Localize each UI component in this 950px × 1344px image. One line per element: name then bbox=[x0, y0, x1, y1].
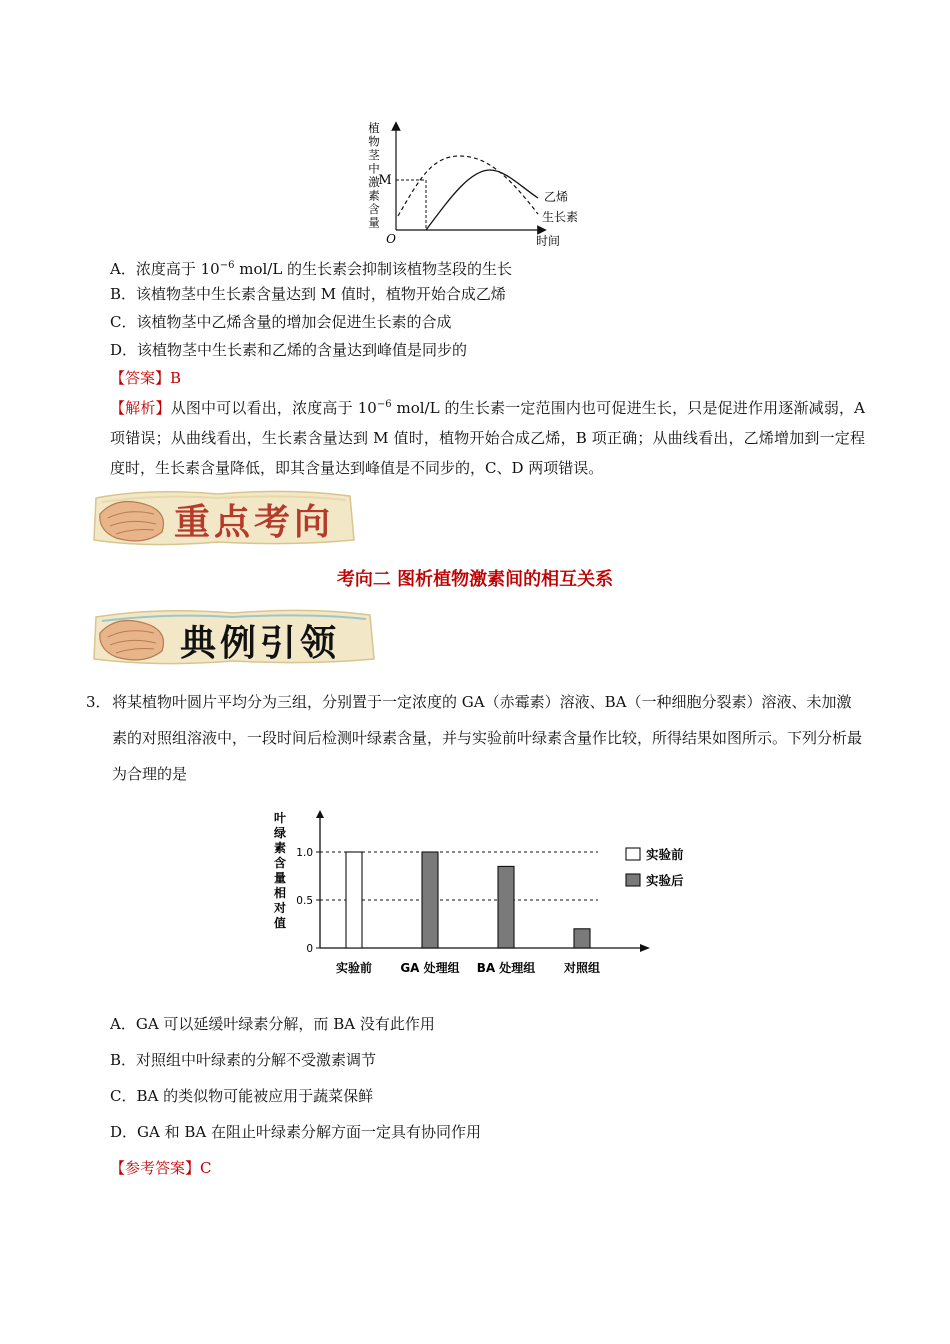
section-subheading: 考向二 图析植物激素间的相互关系 bbox=[336, 569, 614, 590]
shell-icon bbox=[100, 621, 164, 660]
category-label: 对照组 bbox=[563, 961, 601, 975]
bar bbox=[498, 866, 514, 948]
y-tick-label: 0.5 bbox=[296, 895, 313, 907]
y-tick-label: 1.0 bbox=[296, 847, 313, 859]
bar bbox=[422, 852, 438, 948]
chlorophyll-chart-svg bbox=[268, 808, 708, 986]
hormone-curve-svg bbox=[360, 118, 600, 253]
banner-example-text: 典例引领 bbox=[180, 622, 341, 664]
ethylene-label: 乙烯 bbox=[544, 190, 569, 204]
y-label-char: 对 bbox=[273, 901, 287, 915]
y-label-char: 量 bbox=[273, 871, 287, 885]
q3-answer: 【参考答案】C bbox=[110, 1159, 212, 1177]
q2-answer: 【答案】B bbox=[110, 369, 182, 387]
q3-stem-text: 将某植物叶圆片平均分为三组，分别置于一定浓度的 GA（赤霉素）溶液、BA（一种细胞分裂素）溶液、未加激素的对照组溶液中，一段时间后检测叶绿素含量，并与实验前叶绿素含量作比较，所得结果如图所示。下列分析最为合理的是 bbox=[112, 693, 863, 783]
q3-option-c: C．BA 的类似物可能被应用于蔬菜保鲜 bbox=[110, 1087, 374, 1105]
q2-option-b: B．该植物茎中生长素含量达到 M 值时，植物开始合成乙烯 bbox=[110, 285, 506, 303]
category-label: GA 处理组 bbox=[400, 961, 460, 975]
banner-key-direction bbox=[88, 484, 358, 550]
bar bbox=[346, 852, 362, 948]
y-label-char: 量 bbox=[368, 215, 380, 230]
x-axis-label: 时间 bbox=[536, 234, 561, 248]
category-label: BA 处理组 bbox=[476, 961, 536, 975]
x-axis-arrow bbox=[640, 944, 650, 952]
y-label-char: 素 bbox=[368, 188, 380, 203]
banner-key-direction-text: 重点考向 bbox=[174, 501, 335, 543]
y-label-char: 茎 bbox=[368, 148, 380, 162]
q2-option-c: C．该植物茎中乙烯含量的增加会促进生长素的合成 bbox=[110, 313, 452, 331]
y-label-char: 植 bbox=[368, 121, 380, 135]
q2-analysis: 【解析】从图中可以看出，浓度高于 $10^{-6}$ mol/L 的生长素一定范围内也可促进生长，只是促进作用逐渐减弱，A 项错误；从曲线看出，生长素含量达到 M 值时，植物开始合成乙烯，B 项正确；从曲线看出，乙烯增加到一定程度时，生长素含量降低，即其含量达到峰值是不同步的，C、D 两项错误。 bbox=[110, 399, 865, 477]
figure-hormone-curves bbox=[360, 118, 600, 253]
y-label-char: 激 bbox=[368, 175, 380, 189]
y-axis-label bbox=[368, 121, 381, 230]
origin-label: O bbox=[386, 232, 396, 246]
y-label-char: 叶 bbox=[273, 811, 287, 825]
legend-label: 实验后 bbox=[646, 873, 684, 888]
q3-option-d: D．GA 和 BA 在阻止叶绿素分解方面一定具有协同作用 bbox=[110, 1123, 482, 1141]
y-label-char: 中 bbox=[368, 161, 380, 176]
y-tick-label: 0 bbox=[306, 943, 313, 955]
chlorophyll-chart bbox=[268, 808, 708, 986]
auxin-curve bbox=[398, 156, 538, 216]
category-label: 实验前 bbox=[335, 961, 373, 975]
y-label-char: 值 bbox=[273, 916, 287, 930]
y-label-char: 含 bbox=[273, 856, 287, 870]
q3-stem bbox=[86, 684, 866, 792]
y-axis-arrow bbox=[316, 810, 324, 818]
auxin-label: 生长素 bbox=[542, 210, 579, 224]
bar bbox=[574, 929, 590, 948]
y-label-char: 相 bbox=[273, 886, 287, 900]
q3-option-a: A．GA 可以延缓叶绿素分解，而 BA 没有此作用 bbox=[110, 1015, 435, 1033]
q2-option-d: D．该植物茎中生长素和乙烯的含量达到峰值是同步的 bbox=[110, 341, 468, 359]
banner-example bbox=[88, 603, 378, 669]
legend-swatch bbox=[626, 874, 640, 886]
y-label-char: 绿 bbox=[273, 826, 287, 840]
shell-icon bbox=[100, 502, 164, 541]
ethylene-curve bbox=[426, 170, 538, 230]
q3-number: 3． bbox=[86, 693, 111, 711]
y-label-char: 素 bbox=[273, 841, 287, 855]
m-label: M bbox=[378, 173, 392, 188]
legend-label: 实验前 bbox=[646, 847, 684, 862]
q3-option-b: B．对照组中叶绿素的分解不受激素调节 bbox=[110, 1051, 377, 1069]
q2-option-a: A．浓度高于 $10^{-6}$ mol/L 的生长素会抑制该植物茎段的生长 bbox=[110, 260, 513, 278]
y-label-char: 含 bbox=[368, 202, 380, 216]
legend-swatch bbox=[626, 848, 640, 860]
y-label-char: 物 bbox=[368, 134, 380, 149]
